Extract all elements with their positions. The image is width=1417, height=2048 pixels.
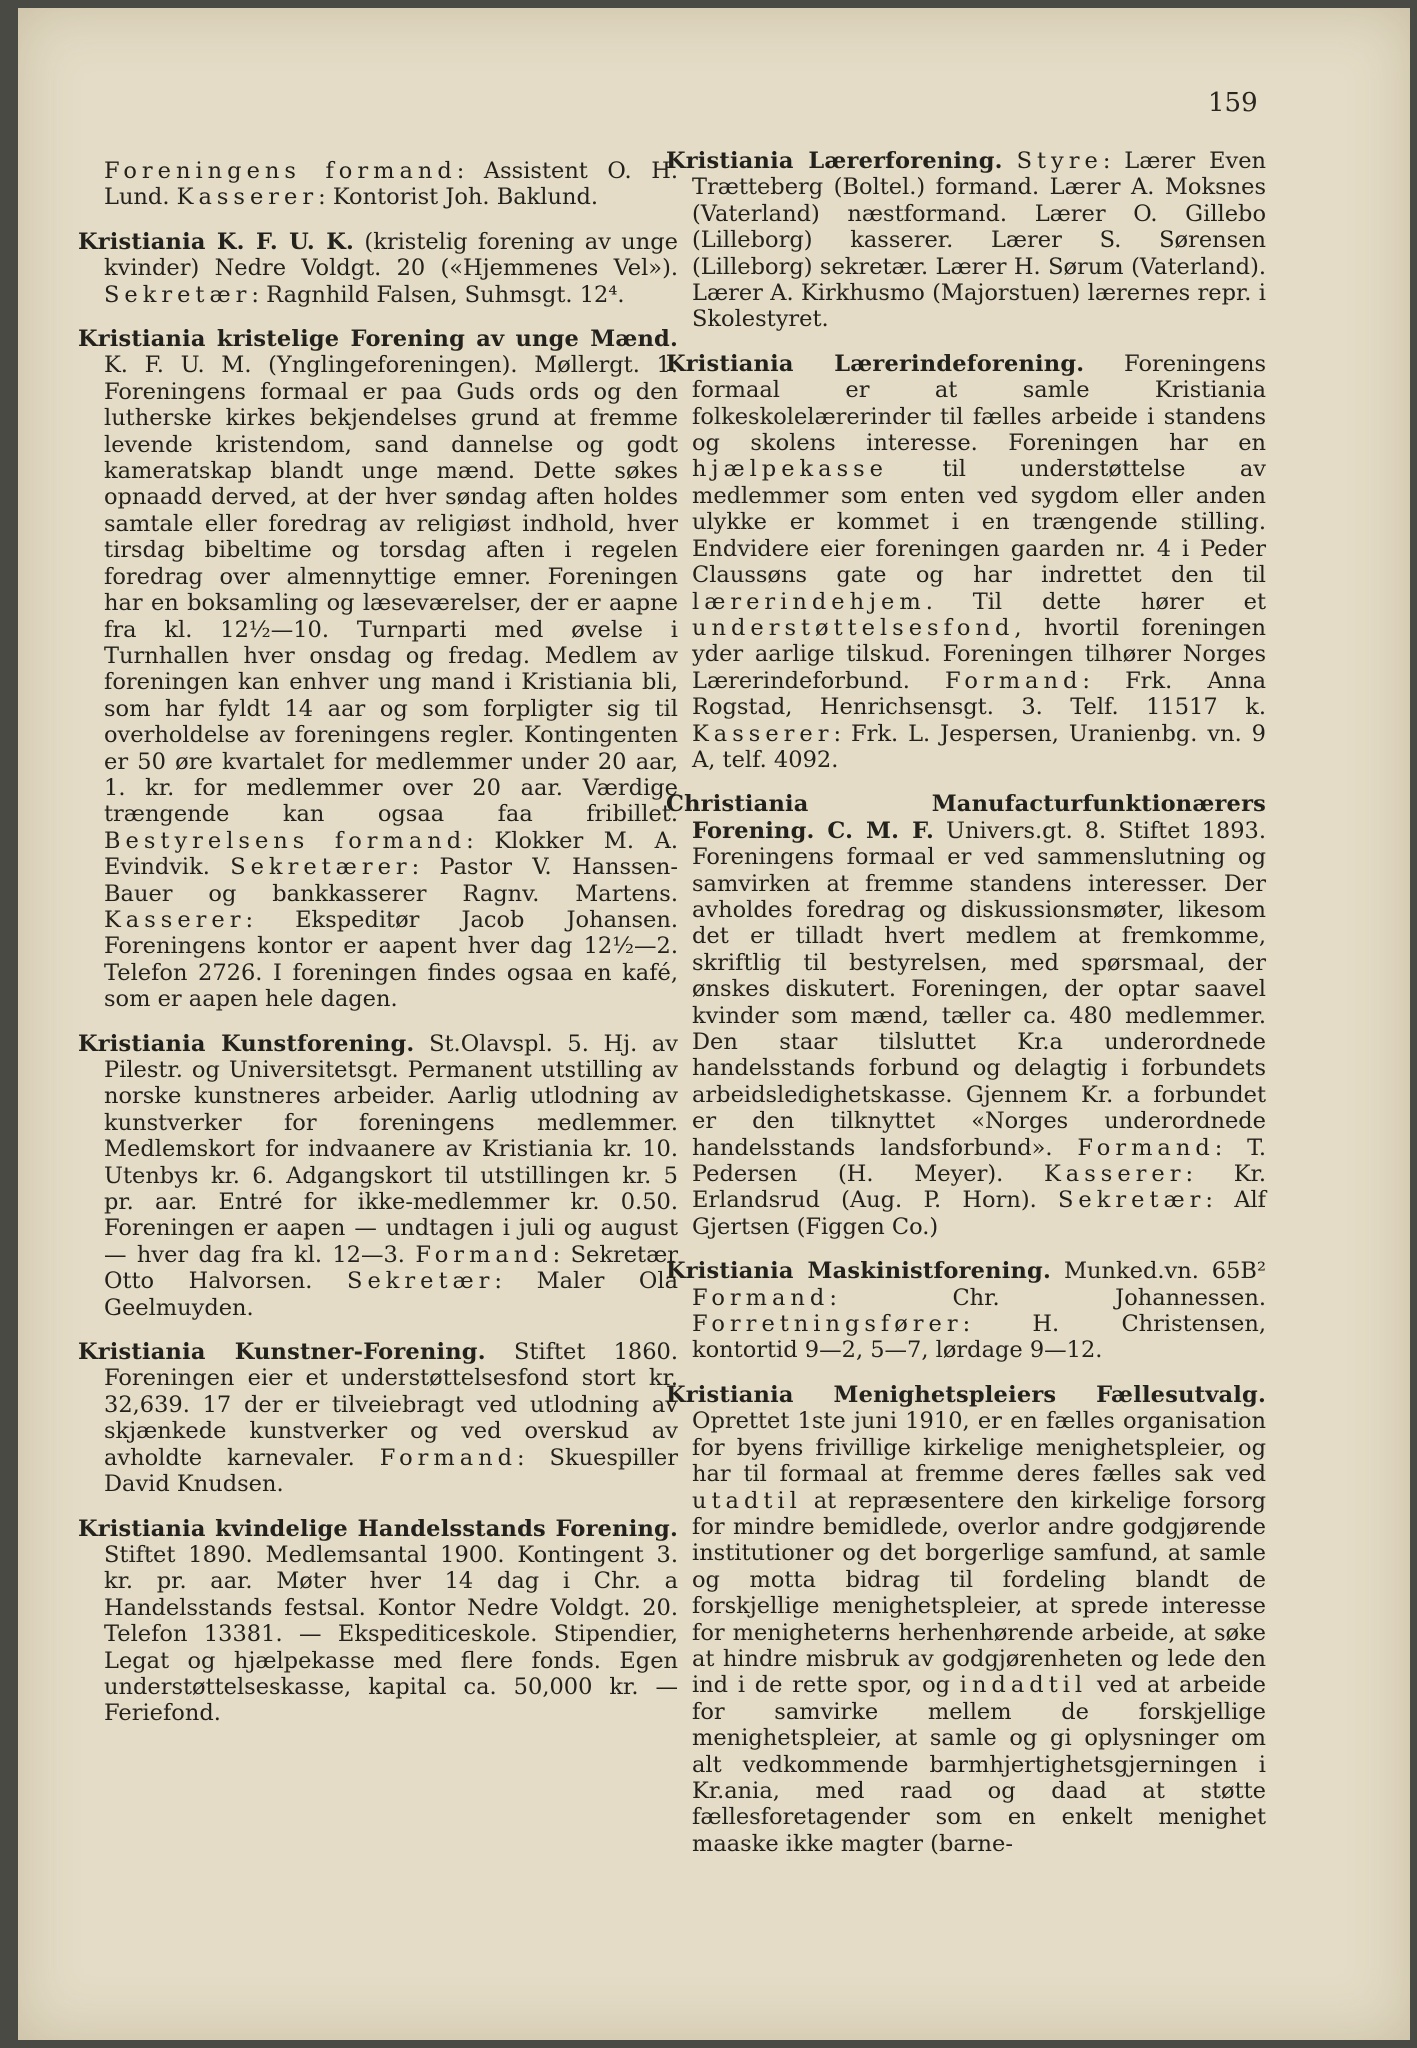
spaced-label: understøttelsesfond — [692, 614, 1015, 641]
spaced-label: Formand — [1077, 1134, 1215, 1161]
directory-entry — [78, 1339, 678, 1497]
entry-text: Munked.vn. 65B² — [1051, 1258, 1266, 1285]
spaced-label: Kasserer — [176, 184, 319, 211]
entry-heading: Kristiania Kunstforening. — [78, 1030, 415, 1057]
spaced-label: Bestyrelsens formand — [104, 827, 467, 854]
page-number: 159 — [1208, 88, 1258, 118]
spaced-label: Sekretær — [104, 281, 252, 308]
entry-text: , hvortil foreningen yder aarlige tilskud. Foreningen tilhører Norges Lærerindeforbund. — [692, 614, 1266, 694]
spaced-label: Kasserer — [104, 906, 246, 933]
spaced-label: Formand — [379, 1444, 518, 1471]
spaced-label: Foreningens formand — [104, 158, 457, 184]
spaced-label: indadtil — [959, 1672, 1088, 1699]
spaced-label: Sekretær — [347, 1268, 495, 1295]
entry-text: : Frk. L. Jespersen, Uranienbg. vn. 9 A, telf. 4092. — [692, 720, 1266, 773]
directory-entry — [78, 229, 678, 308]
spaced-label: Formand — [415, 1241, 553, 1268]
entry-text: : Pastor V. Hanssen-Bauer og bankkasserer Ragnv. Martens. — [104, 854, 678, 907]
entry-text: at repræsentere den kirkelige forsorg for mindre bemidlede, overlor andre godgjørende institutioner og det borgerlige samfund, at samle og motta bidrag til fordeling blandt de forskjellige menighetspleier, at sprede interesse for menigheterns herhenhørende arbeide, at søke at hindre misbruk av godgjørenheten og lede den ind i de rette spor, og — [692, 1487, 1266, 1699]
entry-text: : Ragnhild Falsen, Suhmsgt. 12⁴. — [251, 281, 625, 308]
entry-text: : Alf Gjertsen (Figgen Co.) — [692, 1187, 1267, 1240]
spaced-label: Kasserer — [1044, 1161, 1186, 1188]
entry-text: Oprettet 1ste juni 1910, er en fælles organisation for byens frivillige kirkelige menighetspleier, og har til formaal at fremme deres fælles sak ved — [692, 1408, 1266, 1488]
spaced-label: hjælpekasse — [692, 456, 888, 483]
entry-heading: Christiania Manufacturfunktionærers Forening. C. M. F. — [666, 791, 1266, 844]
spaced-label: lærerindehjem — [692, 588, 926, 615]
entry-text: : T. Pedersen (H. Meyer). — [692, 1134, 1266, 1188]
entry-text: Univers.gt. 8. Stiftet 1893. Foreningens formaal er ved sammenslutning og samvirken at fremme standens interesser. Der avholdes foredrag og diskussionsmøter, likesom det er tilladt hvert medlem at fremkomme, skriftlig til bestyrelsen, med spørsmaal, der ønskes diskutert. Foreningen, der optar saavel kvinder som mænd, tæller ca. 480 medlemmer. Den staar tilsluttet Kr.a underordnede handelsstands forbund og delagtig i forbundets arbeidsledighetskasse. Gjennem Kr. a forbundet er den tilknyttet «Norges underordnede handelsstands landsforbund». — [692, 817, 1266, 1161]
spaced-label: Styre — [1016, 148, 1103, 174]
entry-text: : Ekspeditør Jacob Johansen. Foreningens kontor er aapent hver dag 12½—2. Telefon 2726. I foreningen findes ogsaa en kafé, som er aapen hele dagen. — [104, 906, 678, 1013]
directory-entry — [78, 326, 678, 1013]
directory-entry — [78, 1031, 678, 1321]
directory-entry — [666, 148, 1266, 333]
entry-text: Stiftet 1890. Medlemsantal 1900. Kontingent 3. kr. pr. aar. Møter hver 14 dag i Chr. a Handelsstands festsal. Kontor Nedre Voldgt. 20. Telefon 13381. — Ekspediticeskole. Stipendier, Legat og hjælpekasse med flere fonds. Egen understøttelseskasse, kapital ca. 50,000 kr. — Feriefond. — [104, 1541, 678, 1727]
entry-text: : Chr. Johannessen. — [829, 1284, 1266, 1311]
entry-text: : Kr. Erlandsrud (Aug. P. Horn). — [692, 1161, 1266, 1214]
entry-heading: Kristiania Maskinistforening. — [666, 1258, 1052, 1285]
directory-entry — [666, 1382, 1266, 1857]
entry-text: St.Olavspl. 5. Hj. av Pilestr. og Universitetsgt. Permanent utstilling av norske kunstneres arbeider. Aarlig utlodning av kunstverker for foreningens medlemmer. Medlemskort for indvaanere av Kristiania kr. 10. Utenbys kr. 6. Adgangskort til utstillingen kr. 5 pr. aar. Entré for ikke-medlemmer kr. 0.50. Foreningen er aapen — undtagen i juli og august — hver dag fra kl. 12—3. — [104, 1030, 678, 1268]
spaced-label: Kasserer — [692, 720, 834, 747]
entry-text: Stiftet 1860. Foreningen eier et understøttelsesfond stort kr. 32,639. 17 der er tilveiebragt ved utlodning av skjænkede kunstverker og ved overskud av avholdte karnevaler. — [104, 1339, 678, 1471]
spaced-label: Formand — [692, 1284, 830, 1311]
spaced-label: utadtil — [692, 1487, 802, 1514]
entry-text: : Skuespiller David Knudsen. — [104, 1444, 678, 1498]
entry-text: Foreningens formaal er at samle Kristiania folkeskolelærerinder til fælles arbeide i standens og skolens interesse. Foreningen har en — [692, 350, 1266, 457]
entry-heading: Kristiania Menighetspleiers Fællesutvalg. — [666, 1381, 1266, 1408]
entry-text: : Maler Ola Geelmuyden. — [104, 1268, 678, 1321]
spaced-label: Sekretær — [1058, 1187, 1206, 1214]
entry-text: : Sekretær Otto Halvorsen. — [104, 1241, 678, 1295]
entry-text: : Frk. Anna Rogstad, Henrichsensgt. 3. Telf. 11517 k. — [692, 667, 1267, 721]
spaced-label: Forretningsfører — [692, 1311, 963, 1338]
entry-heading: Kristiania K. F. U. K. — [78, 228, 355, 255]
directory-entry — [78, 1516, 678, 1727]
entry-text: ved at arbeide for samvirke mellem de forskjellige menighetspleier, at samle og gi oplysninger om alt vedkommende barmhjertighetsgjerningen i Kr.ania, med raad og daad at støtte fællesforetagender som en enkelt menighet maaske ikke magter (barne- — [692, 1672, 1266, 1857]
entry-heading: Kristiania kvindelige Handelsstands Forening. — [78, 1515, 678, 1542]
entry-text — [1003, 148, 1017, 174]
entry-text: til understøttelse av medlemmer som enten ved sygdom eller anden ulykke er kommet i en trængende stilling. Endvidere eier foreningen gaarden nr. 4 i Peder Claussøns gate og har indrettet den til — [692, 456, 1266, 589]
entry-text: (kristelig forening av unge kvinder) Nedre Voldgt. 20 («Hjemmenes Vel»). — [104, 228, 678, 282]
entry-heading: Kristiania Lærerindeforening. — [666, 350, 1085, 377]
directory-entry — [666, 351, 1266, 774]
entry-heading: Kristiania kristelige Forening av unge Mænd. — [78, 326, 678, 353]
right-column — [666, 148, 1266, 1875]
directory-entry — [666, 1258, 1266, 1364]
entry-text: K. F. U. M. (Ynglingeforeningen). Møllergt. 1. Foreningens formaal er paa Guds ords og den lutherske kirkes bekjendelses grund at fremme levende kristendom, sand dannelse og godt kameratskap blandt unge mænd. Dette søkes opnaadd derved, at der hver søndag aften holdes samtale eller foredrag av religiøst indhold, hver tirsdag bibeltime og torsdag aften i regelen foredrag over almennyttige emner. Foreningen har en boksamling og læseværelser, der er aapne fra kl. 12½—10. Turnparti med øvelse i Turnhallen hver onsdag og fredag. Medlem av foreningen kan enhver ung mand i Kristiania bli, som har fyldt 14 aar og som forpligter sig til overholdelse av foreningens regler. Kontingenten er 50 øre kvartalet for medlemmer under 20 aar, 1. kr. for medlemmer over 20 aar. Værdige trængende kan ogsaa faa fribillet. — [104, 352, 678, 828]
entry-continuation — [78, 158, 678, 211]
entry-text: : Lærer Even Trætteberg (Boltel.) formand. Lærer A. Moksnes (Vaterland) næstformand. Lærer O. Gillebo (Lilleborg) kasserer. Lærer S. Sørensen (Lilleborg) sekretær. Lærer H. Sørum (Vaterland). Lærer A. Kirkhusmo (Majorstuen) lærernes repr. i Skolestyret. — [692, 148, 1267, 333]
entry-text: : Klokker M. A. Evindvik. — [104, 827, 678, 881]
entry-text: . Til dette hører et — [925, 588, 1266, 615]
entry-text: : Kontorist Joh. Baklund. — [318, 184, 599, 211]
entry-heading: Kristiania Lærerforening. — [666, 148, 1003, 174]
entry-text: : H. Christensen, kontortid 9—2, 5—7, lørdage 9—12. — [692, 1311, 1266, 1364]
left-column — [78, 158, 678, 1745]
page — [18, 8, 1410, 2040]
spaced-label: Sekretærer — [230, 854, 412, 881]
entry-heading: Kristiania Kunstner-Forening. — [78, 1339, 486, 1366]
entry-text: : Assistent O. H. Lund. — [104, 158, 678, 211]
spaced-label: Formand — [945, 667, 1083, 694]
directory-entry — [666, 791, 1266, 1240]
